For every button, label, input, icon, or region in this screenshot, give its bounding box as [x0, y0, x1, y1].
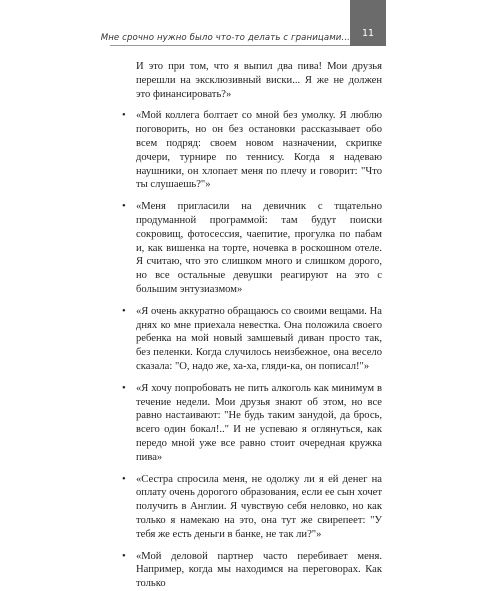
- list-item-text: «Я хочу попробовать не пить алкоголь как минимум в течение недели. Мои друзья знают об этом, но все равно настаивают: "Не будь таким занудой, да брось, всего один бокал!.." И не успеваю я оглянуться, как передо мной уже все равно стоит очередная кружка пива»: [136, 382, 382, 463]
- header-rule: [110, 45, 350, 46]
- list-item: [120, 305, 382, 374]
- list-item: [120, 200, 382, 297]
- bullet-icon: •: [122, 382, 126, 394]
- intro-paragraph: И это при том, что я выпил два пива! Мои друзья перешли на эксклюзивный виски... Я же не должен это финансировать?»: [136, 61, 382, 100]
- page-body: [120, 60, 382, 591]
- list-item-text: «Мой коллега болтает со мной без умолку. Я люблю поговорить, но он без остановки рассказывает обо всем подряд: своем новом назначении, скрипке дочери, турнире по теннису. Когда я надеваю наушники, он хлопает меня по плечу и говорит: "Что ты слушаешь?"»: [136, 110, 382, 191]
- bullet-icon: •: [122, 201, 126, 213]
- list-item: [120, 109, 382, 192]
- list-item-text: «Меня пригласили на девичник с тщательно продуманной программой: там будут поиски сокровищ, фотосессия, чаепитие, прогулка по пабам и, как вишенка на торте, ночевка в роскошном отеле. Я считаю, что это слишком много и слишком дорого, но все остальные девушки реагируют на это с большим энтузиазмом»: [136, 201, 382, 295]
- bullet-icon: •: [122, 473, 126, 485]
- list-item: [120, 473, 382, 542]
- list-item: [120, 382, 382, 465]
- page-number-tab: [350, 0, 386, 46]
- running-head: Мне срочно нужно было что-то делать с границами...: [100, 33, 350, 43]
- page-header: [0, 0, 500, 52]
- bullet-icon: •: [122, 110, 126, 122]
- list-item: [120, 550, 382, 591]
- list-item-text: «Мой деловой партнер часто перебивает меня. Например, когда мы находимся на переговорах. Как только: [136, 550, 382, 590]
- list-item-text: «Я очень аккуратно обращаюсь со своими вещами. На днях ко мне приехала невестка. Она положила своего ребенка на мой новый замшевый диван просто так, без пеленки. Когда случилось неизбежное, она весело сказала: "О, надо же, ха-ха, гляди-ка, он пописал!"»: [136, 305, 382, 372]
- bullet-icon: •: [122, 550, 126, 562]
- page-number: 11: [361, 28, 375, 39]
- bullet-icon: •: [122, 305, 126, 317]
- list-item-text: «Сестра спросила меня, не одолжу ли я ей денег на оплату очень дорогого образования, если ее сын хочет получить в Англии. Я чувствую себя неловко, но как только я намекаю на это, она тут же свирепеет: "У тебя же есть деньги в банке, не так ли?"»: [136, 473, 382, 540]
